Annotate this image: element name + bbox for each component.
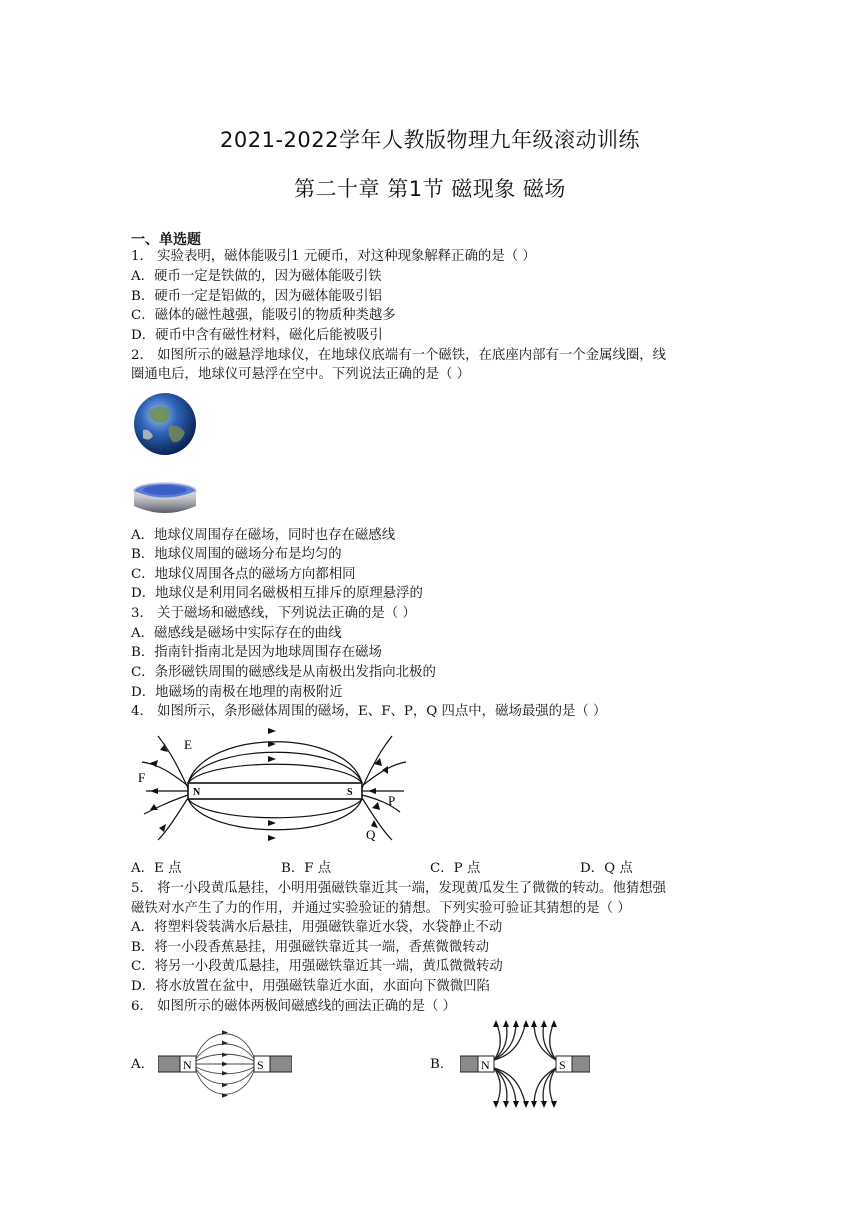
question-stem: 5． 将一小段黄瓜悬挂，小明用强磁铁靠近其一端，发现黄瓜发生了微微的转动。他猜想强: [131, 881, 667, 896]
answer-option: B．硬币一定是铝做的，因为磁体能吸引铝: [131, 289, 382, 304]
question-stem: 4． 如图所示，条形磁体周围的磁场，E、F、P，Q 四点中，磁场最强的是（ ）: [131, 704, 607, 719]
answer-option: B．将一小段香蕉悬挂，用强磁铁靠近其一端，香蕉微微转动: [131, 940, 489, 955]
answer-option: D．将水放置在盆中，用强磁铁靠近水面，水面向下微微凹陷: [131, 979, 490, 994]
answer-option: B．指南针指南北是因为地球周围存在磁场: [131, 645, 382, 660]
answer-option: A．地球仪周围存在磁场，同时也存在磁感线: [131, 528, 396, 543]
question-stem: 2． 如图所示的磁悬浮地球仪，在地球仪底端有一个磁铁，在底座内部有一个金属线圈，线: [131, 348, 667, 363]
document-subtitle: 第二十章 第1节 磁现象 磁场: [294, 177, 566, 201]
answer-option: B．地球仪周围的磁场分布是均匀的: [131, 547, 342, 562]
answer-option: D．地磁场的南极在地理的南极附近: [131, 685, 343, 700]
magnet-north-label: N: [481, 1058, 490, 1072]
answer-option: C．P 点: [430, 861, 481, 876]
question-stem: 圈通电后，地球仪可悬浮在空中。下列说法正确的是（ ）: [131, 367, 471, 382]
magnet-south-label: S: [559, 1058, 566, 1072]
answer-option: A．硬币一定是铁做的，因为磁体能吸引铁: [131, 269, 382, 284]
bar-magnet-field-figure: [136, 728, 416, 848]
answer-options-row: [131, 860, 731, 878]
option-b-field-figure: [460, 1020, 590, 1108]
magnet-south-label: S: [347, 787, 353, 798]
answer-option: A．将塑料袋装满水后悬挂，用强磁铁靠近水袋，水袋静止不动: [131, 920, 503, 935]
point-q-label: Q: [366, 827, 376, 842]
point-e-label: E: [184, 737, 192, 752]
magnet-south-label: S: [257, 1058, 264, 1072]
answer-option: C．磁体的磁性越强，能吸引的物质种类越多: [131, 308, 396, 323]
answer-option: D．Q 点: [580, 861, 633, 876]
answer-option: C．将另一小段黄瓜悬挂，用强磁铁靠近其一端，黄瓜微微转动: [131, 959, 503, 974]
point-f-label: F: [138, 770, 146, 785]
answer-option: D．硬币中含有磁性材料，磁化后能被吸引: [131, 328, 383, 343]
answer-option: B．: [430, 1057, 454, 1072]
answer-option: D．地球仪是利用同名磁极相互排斥的原理悬浮的: [131, 586, 423, 601]
point-p-label: P: [388, 793, 396, 808]
answer-option: A．磁感线是磁场中实际存在的曲线: [131, 626, 342, 641]
answer-option: C．地球仪周围各点的磁场方向都相同: [131, 567, 356, 582]
option-a-field-figure: [158, 1024, 292, 1104]
answer-option: A．E 点: [131, 861, 182, 876]
question-stem: 6． 如图所示的磁体两极间磁感线的画法正确的是（ ）: [131, 999, 457, 1014]
question-stem: 1． 实验表明，磁体能吸引1 元硬币，对这种现象解释正确的是（ ）: [131, 249, 536, 264]
question-stem: 磁铁对水产生了力的作用，并通过实验验证的猜想。下列实验可验证其猜想的是（ ）: [131, 901, 631, 916]
magnet-north-label: N: [193, 787, 201, 798]
answer-option: A．: [131, 1057, 155, 1072]
section-heading: 一、单选题: [131, 232, 201, 248]
maglev-globe-figure: [131, 388, 199, 522]
question-stem: 3． 关于磁场和磁感线，下列说法正确的是（ ）: [131, 606, 416, 621]
magnet-north-label: N: [183, 1058, 192, 1072]
answer-option: B．F 点: [281, 861, 332, 876]
answer-option: C．条形磁铁周围的磁感线是从南极出发指向北极的: [131, 665, 436, 680]
document-title: 2021-2022学年人教版物理九年级滚动训练: [220, 128, 640, 152]
